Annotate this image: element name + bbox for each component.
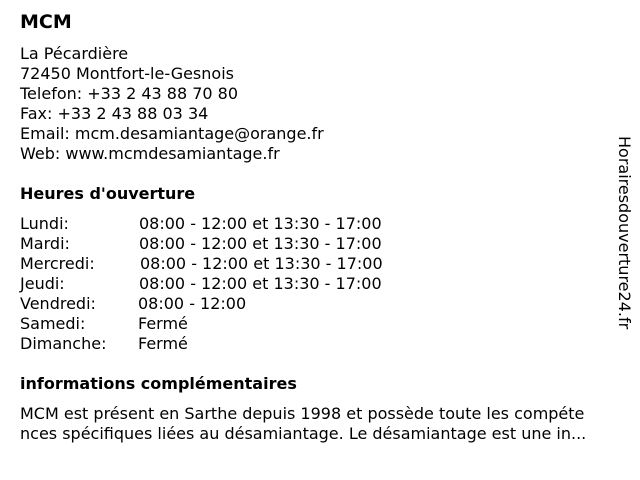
day-label: Jeudi: <box>20 274 65 293</box>
day-label: Vendredi: <box>20 294 96 313</box>
info-line-1: MCM est présent en Sarthe depuis 1998 et possède toute les compéte <box>20 404 585 423</box>
contact-block <box>20 44 324 164</box>
day-label: Lundi: <box>20 214 69 233</box>
day-label: Samedi: <box>20 314 86 333</box>
address-line-1: La Pécardière <box>20 44 129 63</box>
fax-line: Fax: +33 2 43 88 03 34 <box>20 104 209 123</box>
day-label: Mardi: <box>20 234 70 253</box>
day-hours: 08:00 - 12:00 <box>138 294 247 313</box>
hours-heading: Heures d'ouverture <box>20 184 196 203</box>
business-name: MCM <box>20 11 72 33</box>
info-heading: informations complémentaires <box>20 374 297 393</box>
day-hours: 08:00 - 12:00 et 13:30 - 17:00 <box>139 234 382 253</box>
telefon-line[interactable]: Telefon: +33 2 43 88 70 80 <box>20 84 239 103</box>
day-hours: Fermé <box>138 314 188 333</box>
day-label: Dimanche: <box>20 334 107 353</box>
web-line[interactable]: Web: www.mcmdesamiantage.fr <box>20 144 280 163</box>
email-line[interactable]: Email: mcm.desamiantage@orange.fr <box>20 124 324 143</box>
info-description <box>20 404 632 444</box>
day-label: Mercredi: <box>20 254 95 273</box>
day-hours: Fermé <box>138 334 188 353</box>
day-hours: 08:00 - 12:00 et 13:30 - 17:00 <box>140 254 383 273</box>
info-line-2: nces spécifiques liées au désamiantage. Le désamiantage est une in... <box>20 424 587 443</box>
day-hours: 08:00 - 12:00 et 13:30 - 17:00 <box>139 214 382 233</box>
site-watermark: Horairesdouverture24.fr <box>615 136 634 330</box>
day-hours: 08:00 - 12:00 et 13:30 - 17:00 <box>139 274 382 293</box>
address-line-2: 72450 Montfort-le-Gesnois <box>20 64 234 83</box>
